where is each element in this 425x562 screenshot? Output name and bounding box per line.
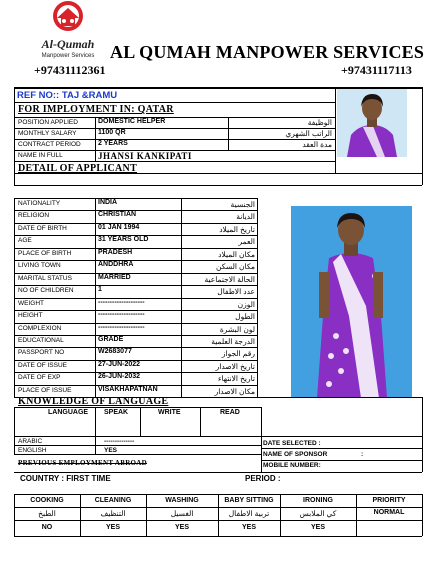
- applicant-row-value: 27-JUN-2022: [98, 360, 141, 368]
- applicant-row-arabic: الطول: [235, 312, 255, 322]
- sponsor-name: NAME OF SPONSOR: [263, 451, 328, 458]
- applicant-row-value: PRADESH: [98, 248, 133, 256]
- skill-arabic: الغسيل: [170, 509, 194, 518]
- employment-row-label: CONTRACT PERIOD: [18, 141, 81, 148]
- applicant-row-arabic: تاريخ الميلاد: [219, 224, 255, 234]
- skill-value: YES: [174, 524, 189, 531]
- applicant-row-arabic: الحالة الاجتماعية: [204, 274, 255, 284]
- applicant-row-value: INDIA: [98, 199, 118, 206]
- skill-value: NO: [41, 524, 53, 531]
- applicant-row-label: DATE OF EXP: [18, 374, 61, 382]
- employment-row-arabic: الوظيفة: [307, 118, 332, 127]
- mobile-number: MOBILE NUMBER:: [263, 462, 321, 469]
- skill-value: YES: [241, 524, 256, 531]
- applicant-row-arabic: العمر: [238, 237, 255, 247]
- applicant-row-label: PLACE OF ISSUE: [18, 386, 72, 394]
- logo-text: Al-Qumah: [41, 37, 95, 51]
- sponsor-colon: :: [361, 451, 364, 458]
- applicant-row-arabic: الديانة: [236, 212, 255, 222]
- employment-row-label: POSITION APPLIED: [18, 119, 78, 126]
- skill-header: CLEANING: [94, 497, 132, 504]
- applicant-row-arabic: مكان السكن: [216, 262, 255, 272]
- country: COUNTRY : FIRST TIME: [20, 474, 111, 483]
- applicant-row-value: VISAKHAPATNAN: [98, 385, 158, 393]
- applicant-row-arabic: الوزن: [237, 299, 255, 309]
- applicant-row-value: MARRIED: [98, 273, 131, 281]
- phone-right: +97431117113: [341, 63, 412, 77]
- applicant-row-arabic: الدرجة العلمية: [211, 336, 255, 346]
- previous-employment-title: PREVIOUS EMPLOYMENT ABROAD: [18, 459, 148, 467]
- applicant-row-label: COMPLEXION: [18, 324, 62, 332]
- skill-header: COOKING: [30, 497, 64, 504]
- applicant-row-value: 31 YEARS OLD: [98, 236, 149, 244]
- applicant-row-label: PASSPORT NO: [18, 349, 65, 357]
- language-speak: --------------: [104, 438, 135, 445]
- phone-left: +97431112361: [34, 63, 106, 77]
- applicant-title: DETAIL OF APPLICANT: [18, 163, 138, 174]
- company-logo: [28, 0, 108, 60]
- skill-value: YES: [105, 524, 120, 531]
- employment-title: FOR IMPLOYMENT IN: QATAR: [18, 104, 174, 115]
- employment-row-value: JHANSI KANKIPATI: [98, 151, 192, 161]
- applicant-row-label: AGE: [18, 237, 32, 245]
- applicant-row-arabic: تاريخ الاصدار: [215, 361, 255, 371]
- logo-subtext: Manpower Services: [41, 53, 95, 59]
- language-header: WRITE: [158, 409, 181, 416]
- skill-arabic: تربية الاطفال: [228, 509, 270, 518]
- skill-value: YES: [310, 524, 325, 531]
- applicant-row-arabic: رقم الجواز: [221, 349, 255, 359]
- applicant-row-label: NATIONALITY: [18, 200, 61, 207]
- skill-header: PRIORITY: [372, 497, 406, 504]
- applicant-row-label: DATE OF BIRTH: [18, 224, 67, 232]
- employment-row-value: DOMESTIC HELPER: [98, 118, 166, 125]
- applicant-row-label: PLACE OF BIRTH: [18, 249, 72, 257]
- language-name: ARABIC: [18, 438, 43, 445]
- applicant-row-arabic: الجنسية: [230, 200, 255, 209]
- applicant-row-label: EDUCATIONAL: [18, 336, 64, 344]
- language-header: SPEAK: [104, 409, 129, 416]
- skill-header: WASHING: [165, 497, 199, 504]
- applicant-row-arabic: تاريخ الانتهاء: [218, 374, 255, 384]
- employment-row-label: NAME IN FULL: [18, 152, 63, 159]
- language-name: ENGLISH: [18, 447, 47, 454]
- skill-arabic: NORMAL: [373, 509, 405, 516]
- skill-arabic: كي الملابس: [299, 509, 337, 518]
- language-speak: YES: [104, 447, 118, 454]
- applicant-photo-small: [337, 89, 407, 157]
- skill-header: IRONING: [303, 497, 333, 504]
- employment-row-value: 2 YEARS: [98, 140, 128, 147]
- date-selected: DATE SELECTED :: [263, 440, 321, 447]
- applicant-row-value: --------------------: [98, 311, 145, 319]
- skill-header: BABY SITTING: [224, 497, 274, 504]
- applicant-row-value: ANDDHRA: [98, 261, 134, 269]
- applicant-row-label: WEIGHT: [18, 299, 44, 307]
- applicant-row-label: NO OF CHILDREN: [18, 287, 74, 295]
- applicant-row-arabic: مكان الاصدار: [214, 386, 255, 396]
- skill-arabic: التنظيف: [100, 509, 126, 518]
- applicant-photo-full: [291, 206, 412, 398]
- skill-arabic: الطبخ: [38, 509, 56, 518]
- applicant-row-arabic: لون البشرة: [219, 324, 255, 334]
- employment-row-arabic: مدة العقد: [302, 140, 332, 149]
- applicant-row-value: GRADE: [98, 335, 124, 343]
- employment-row-value: 1100 QR: [98, 129, 126, 136]
- applicant-row-value: W2683077: [98, 348, 132, 356]
- applicant-row-value: --------------------: [98, 298, 145, 306]
- company-name: AL QUMAH MANPOWER SERVICES: [110, 42, 425, 62]
- applicant-row-value: CHRISTIAN: [98, 211, 137, 219]
- applicant-row-label: MARITAL STATUS: [18, 274, 72, 282]
- applicant-row-value: --------------------: [98, 323, 145, 331]
- employment-row-arabic: الراتب الشهري: [285, 129, 332, 138]
- applicant-row-label: RELIGION: [18, 212, 50, 220]
- employment-row-label: MONTHLY SALARY: [18, 130, 77, 137]
- applicant-row-arabic: عدد الاطفال: [217, 287, 255, 297]
- applicant-row-value: 01 JAN 1994: [98, 223, 140, 231]
- language-header: LANGUAGE: [48, 409, 89, 416]
- applicant-row-value: 1: [98, 286, 102, 294]
- applicant-row-label: HEIGHT: [18, 312, 43, 320]
- language-header: READ: [220, 409, 240, 416]
- language-title: KNOWLEDGE OF LANGUAGE: [18, 396, 169, 407]
- applicant-row-label: DATE OF ISSUE: [18, 361, 67, 369]
- applicant-row-value: 26-JUN-2032: [98, 373, 141, 381]
- period: PERIOD :: [245, 474, 281, 483]
- applicant-row-arabic: مكان الميلاد: [218, 249, 255, 259]
- reference-number: REF NO:: TAJ &RAMU: [17, 90, 118, 101]
- applicant-row-label: LIVING TOWN: [18, 262, 61, 270]
